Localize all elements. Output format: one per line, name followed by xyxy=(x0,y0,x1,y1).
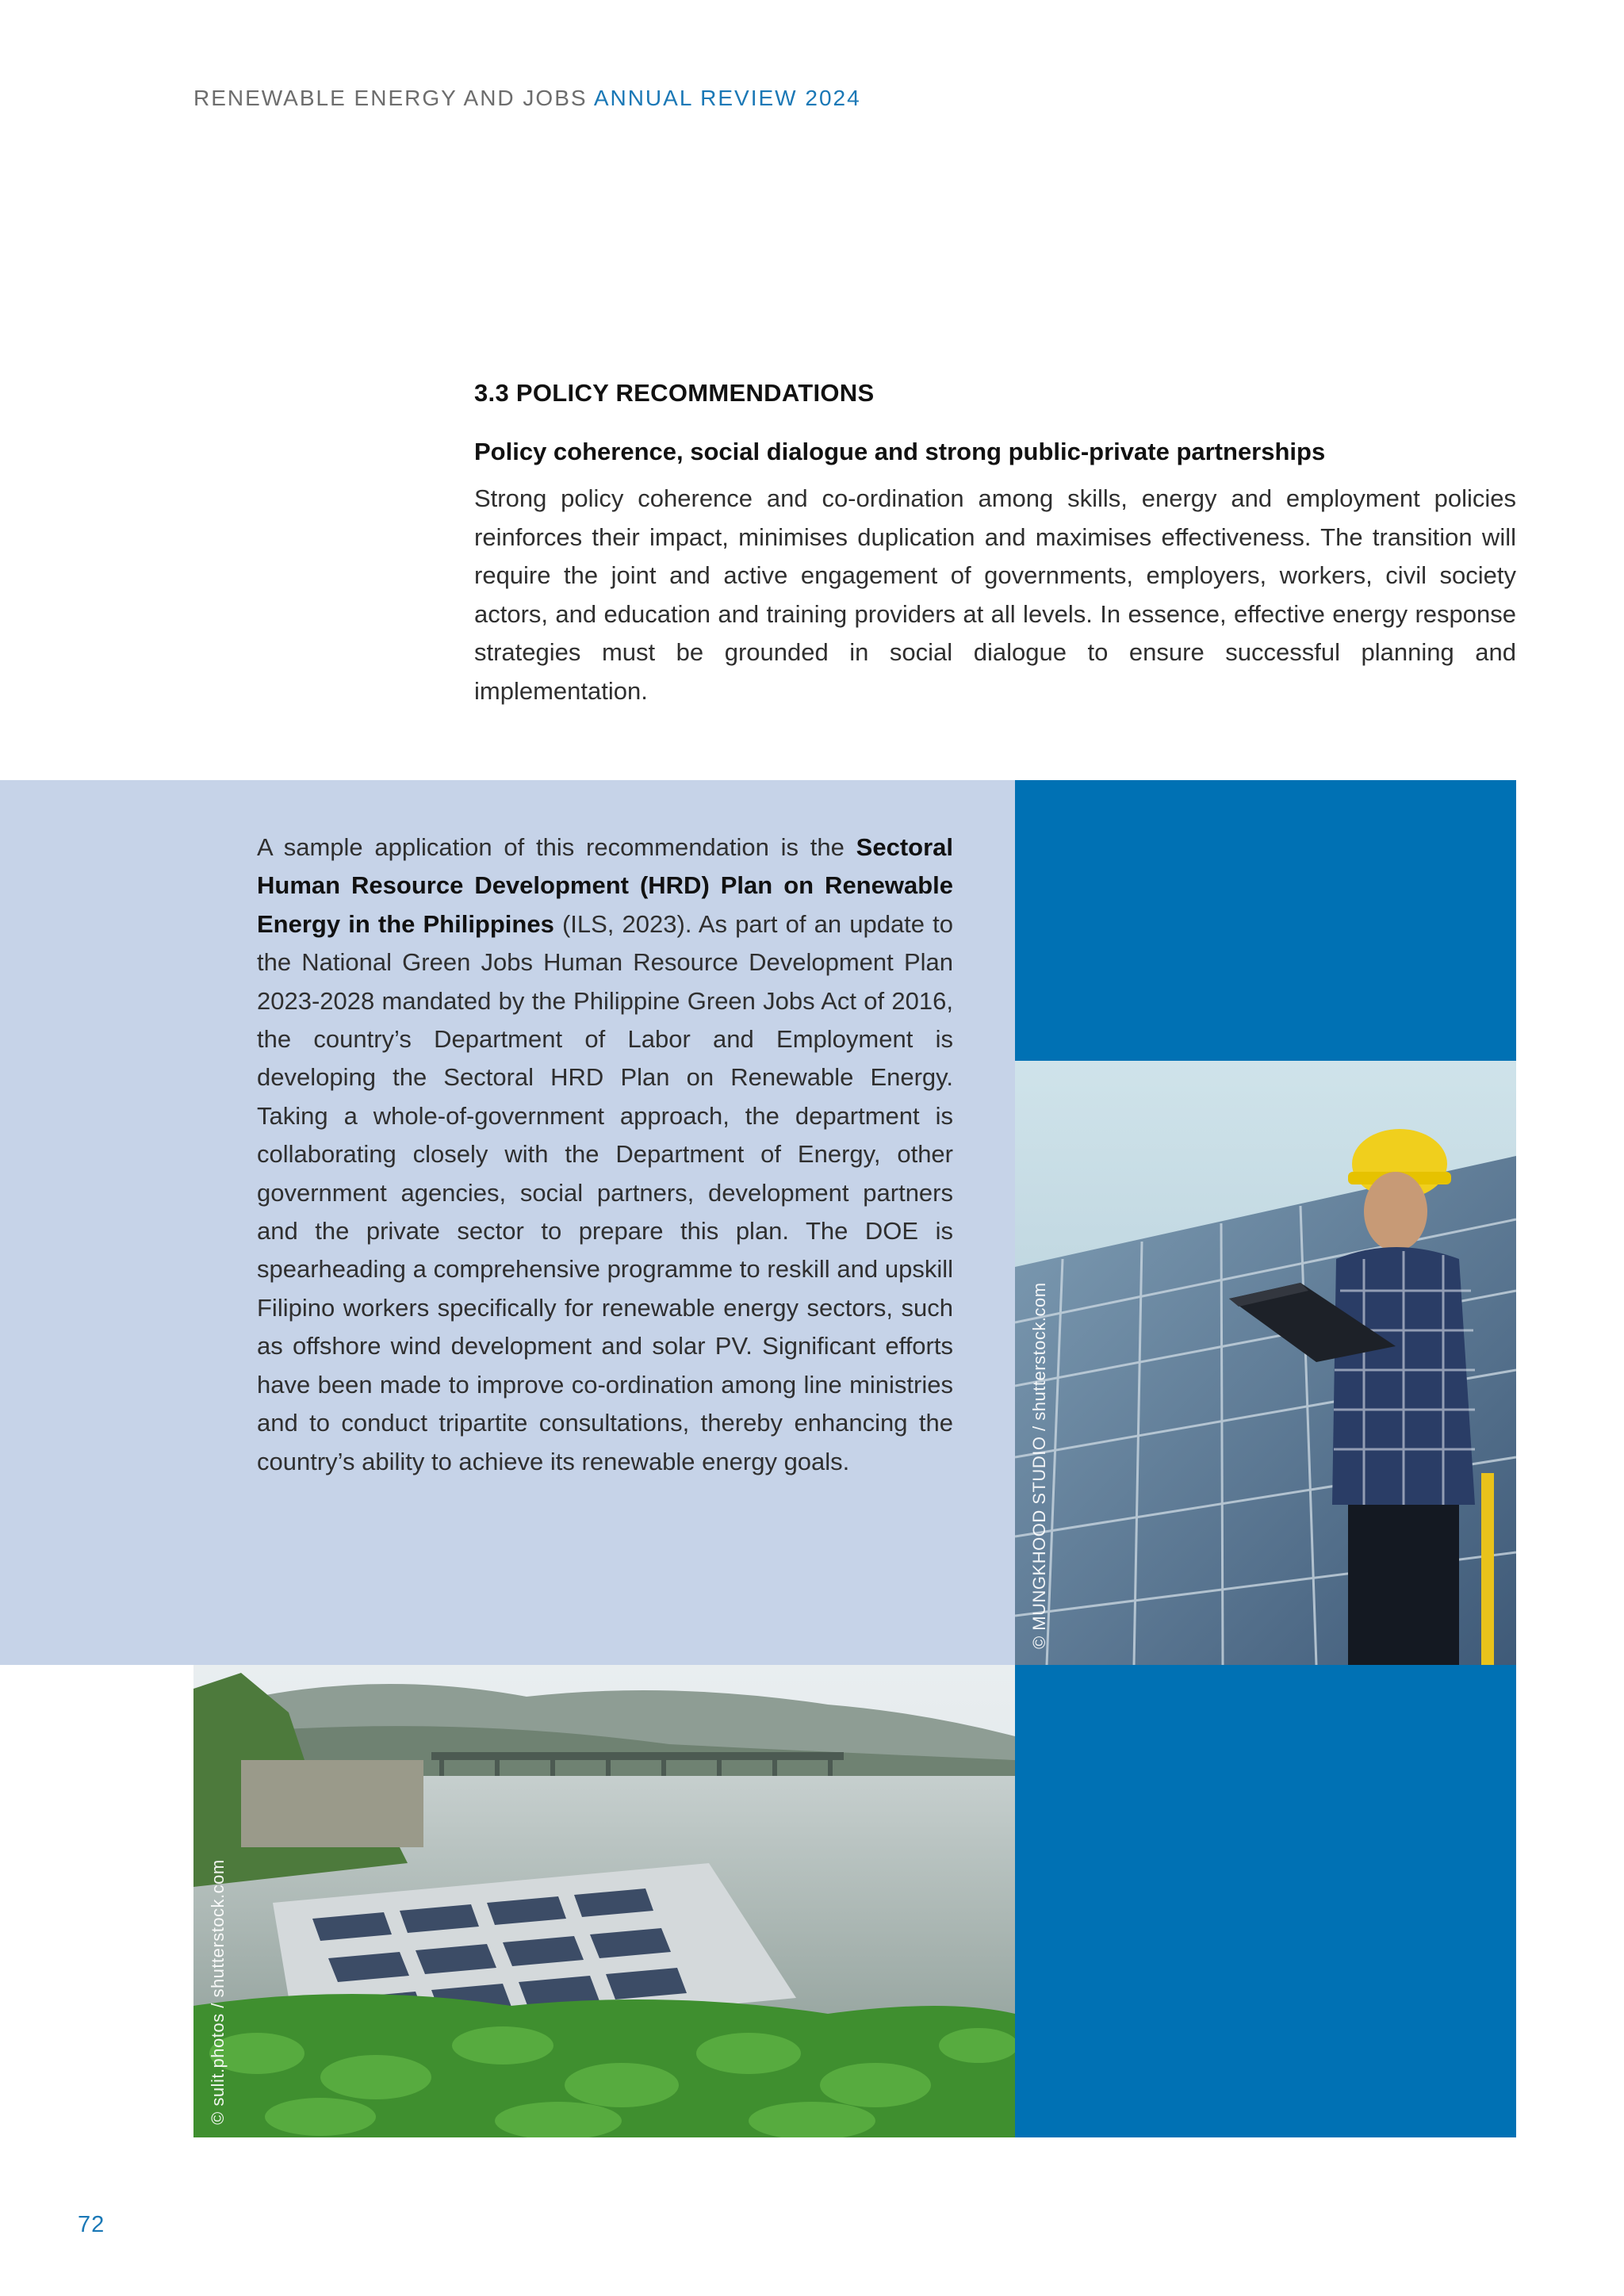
engineer-solar-photo xyxy=(1015,1061,1516,1665)
lake-photo-credit: © sulit.photos / shutterstock.com xyxy=(208,1859,228,2125)
engineer-photo-credit: © MUNGKHOOD STUDIO / shutterstock.com xyxy=(1029,1282,1049,1649)
header-series: RENEWABLE ENERGY AND JOBS xyxy=(193,86,588,110)
header-edition: ANNUAL REVIEW 2024 xyxy=(593,86,861,110)
section-subtitle: Policy coherence, social dialogue and strong public-private partnerships xyxy=(474,438,1326,465)
floating-solar-lake-photo xyxy=(193,1665,1015,2137)
intro-paragraph: Strong policy coherence and co-ordination among skills, energy and employment policies reinforces their impact, minimises duplication and maximises effectiveness. The transition will require the joint and active engagement of governments, employers, workers, civil society actors, and education and training providers at all levels. In essence, effective energy response strategies must be grounded in social dialogue to ensure successful planning and implementation. xyxy=(474,484,1516,705)
section-title: 3.3 POLICY RECOMMENDATIONS xyxy=(474,379,875,407)
running-header xyxy=(193,86,861,111)
case-study-text-body: (ILS, 2023). As part of an update to the National Green Jobs Human Resource Development Plan 2023-2028 mandated by the Philippine Green Jobs Act of 2016, the country’s Department of Labor and Employment is developing the Sectoral HRD Plan on Renewable Energy. Taking a whole-of-government approach, the department is collaborating closely with the Department of Energy, other government agencies, social partners, development partners and the private sector to prepare this plan. The DOE is spearheading a comprehensive programme to reskill and upskill Filipino workers specifically for renewable energy sectors, such as offshore wind development and solar PV. Significant efforts have been made to improve co-ordination among line ministries and to conduct tripartite consultations, thereby enhancing the country’s ability to achieve its renewable energy goals. xyxy=(257,909,953,1475)
page-number: 72 xyxy=(78,2212,105,2237)
case-study-text xyxy=(257,828,953,1481)
case-study-text-lead: A sample application of this recommendation is the xyxy=(257,833,856,861)
case-study-plan-name: Sectoral Human Resource Development (HRD) Plan on Renewable Energy in the Philippines xyxy=(257,833,953,938)
